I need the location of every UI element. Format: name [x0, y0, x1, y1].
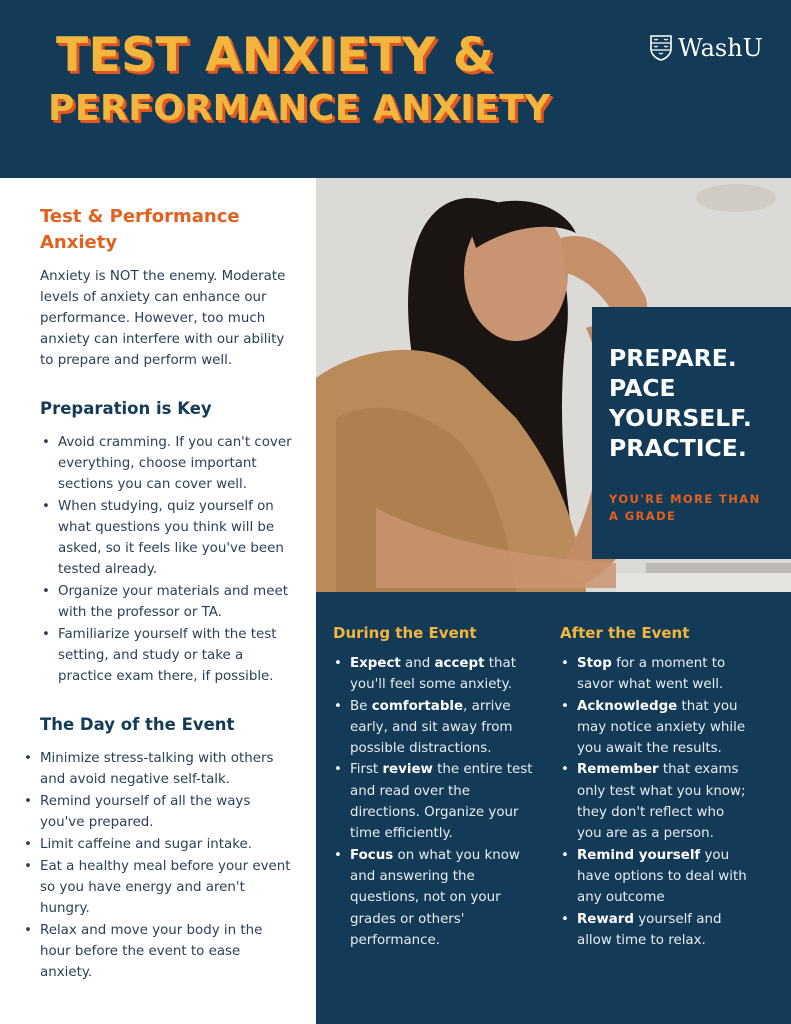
day-of-event-list	[22, 748, 294, 983]
during-event-column	[333, 624, 533, 951]
list-item: • Limit caffeine and sugar intake.	[22, 834, 294, 855]
after-event-list	[560, 653, 750, 951]
list-item: • Remind yourself you have options to deal with any outcome	[560, 845, 750, 909]
intro-heading: Test & Performance Anxiety	[40, 206, 240, 253]
list-item: • Avoid cramming. If you can't cover everything, choose important sections you can cover well.	[40, 432, 294, 495]
event-panel	[316, 592, 791, 1024]
list-item: • Eat a healthy meal before your event so you have energy and aren't hungry.	[22, 856, 294, 919]
after-event-column	[560, 624, 750, 951]
washu-logo	[650, 34, 763, 62]
list-item: • Familiarize yourself with the test setting, and study or take a practice exam there, if possible.	[40, 624, 294, 687]
list-item: • Expect and accept that you'll feel some anxiety.	[333, 653, 533, 696]
list-item: • Be comfortable, arrive early, and sit away from possible distractions.	[333, 696, 533, 760]
title-line-1: TEST ANXIETY &	[56, 28, 495, 83]
list-item: • Reward yourself and allow time to relax.	[560, 909, 750, 952]
list-item: • Remember that exams only test what you know; they don't reflect who you are as a person.	[560, 759, 750, 844]
list-item: • Focus on what you know and answering the questions, not on your grades or others' performance.	[333, 845, 533, 951]
list-item: • Organize your materials and meet with the professor or TA.	[40, 581, 294, 623]
list-item: • Stop for a moment to savor what went well.	[560, 653, 750, 696]
title-line-2: PERFORMANCE ANXIETY	[48, 88, 551, 129]
left-column	[0, 178, 316, 1024]
preparation-list	[40, 432, 294, 687]
callout-slogan: PREPARE. PACE YOURSELF. PRACTICE.	[609, 344, 752, 462]
header-banner	[0, 0, 791, 178]
callout-box	[592, 307, 791, 559]
list-item: • Relax and move your body in the hour before the event to ease anxiety.	[22, 920, 294, 983]
after-event-heading: After the Event	[560, 624, 690, 642]
list-item: • Minimize stress-talking with others and avoid negative self-talk.	[22, 748, 294, 790]
list-item: • Acknowledge that you may notice anxiety while you await the results.	[560, 696, 750, 760]
during-event-heading: During the Event	[333, 624, 477, 642]
intro-body: Anxiety is NOT the enemy. Moderate levels of anxiety can enhance our performance. However, too much anxiety can interfere with our ability to prepare and perform well.	[40, 269, 286, 368]
logo-text: WashU	[678, 34, 763, 62]
list-item: • Remind yourself of all the ways you've prepared.	[22, 791, 294, 833]
preparation-heading: Preparation is Key	[40, 399, 212, 418]
callout-tagline: YOU'RE MORE THAN A GRADE	[609, 492, 761, 523]
during-event-list	[333, 653, 533, 951]
list-item: • First review the entire test and read over the directions. Organize your time efficiently.	[333, 759, 533, 844]
day-of-event-heading: The Day of the Event	[40, 715, 235, 734]
shield-icon	[650, 35, 672, 61]
list-item: • When studying, quiz yourself on what questions you think will be asked, so it feels like you've been tested already.	[40, 496, 294, 580]
